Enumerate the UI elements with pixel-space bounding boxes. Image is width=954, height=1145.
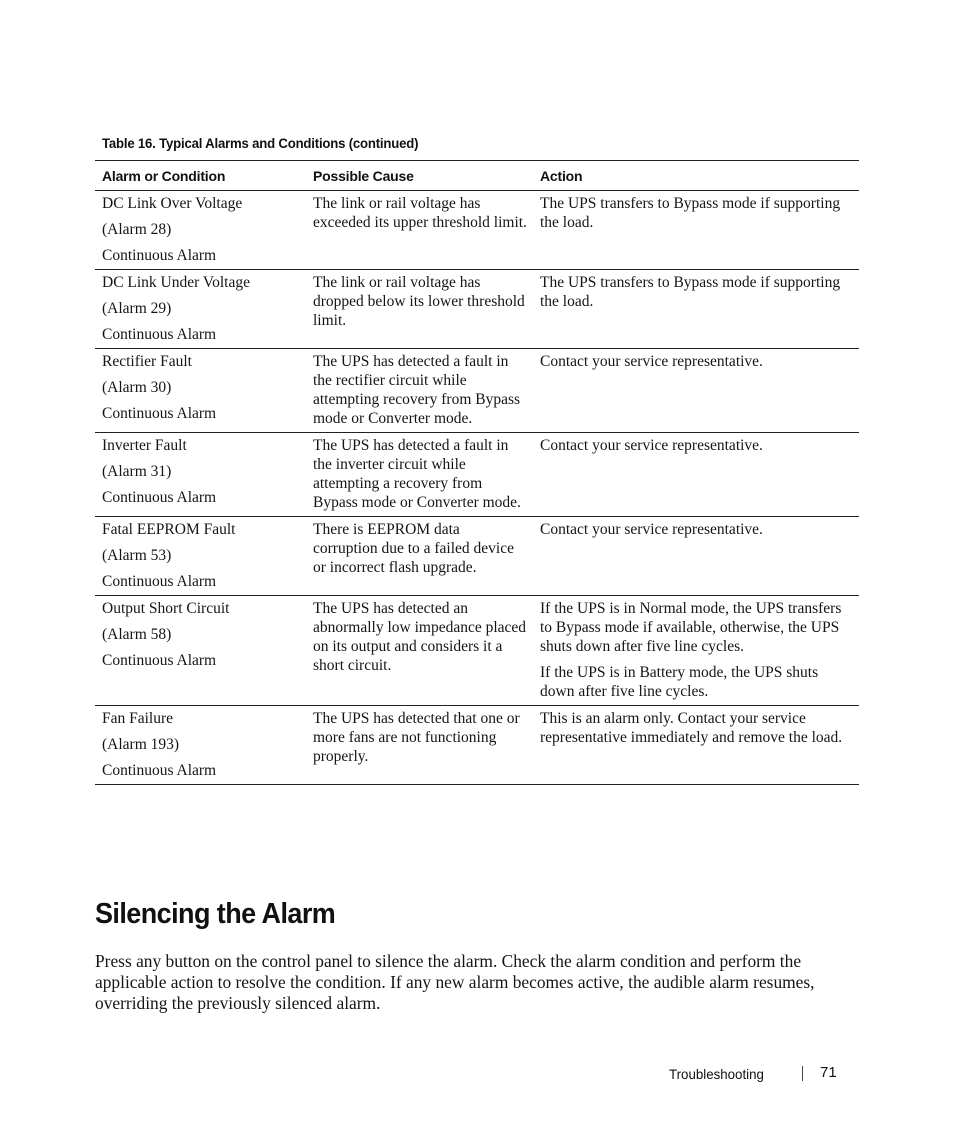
condition-line: Continuous Alarm xyxy=(102,762,217,779)
action-paragraph: The UPS transfers to Bypass mode if supporting the load. xyxy=(540,274,841,310)
cell-cause: The UPS has detected that one or more fans are not functioning properly. xyxy=(313,710,520,765)
table-row xyxy=(95,517,859,596)
action-paragraph: This is an alarm only. Contact your service representative immediately and remove the load. xyxy=(540,710,843,746)
condition-line: Continuous Alarm xyxy=(102,573,217,590)
condition-line: Continuous Alarm xyxy=(102,489,217,506)
condition-line: Output Short Circuit xyxy=(102,600,230,617)
table-row xyxy=(95,191,859,270)
condition-line: Continuous Alarm xyxy=(102,326,217,343)
cell-action xyxy=(533,517,859,596)
cell-condition xyxy=(95,517,306,596)
action-paragraph: The UPS transfers to Bypass mode if supporting the load. xyxy=(540,195,841,231)
condition-line: Inverter Fault xyxy=(102,437,187,454)
cell-condition xyxy=(95,433,306,517)
condition-line: (Alarm 53) xyxy=(102,547,172,564)
condition-line: Fatal EEPROM Fault xyxy=(102,521,236,538)
cell-condition xyxy=(95,706,306,785)
cell-condition xyxy=(95,349,306,433)
column-header-action: Action xyxy=(540,167,583,184)
cell-action xyxy=(533,706,859,785)
cell-condition xyxy=(95,191,306,270)
cell-action xyxy=(533,433,859,517)
section-title: Silencing the Alarm xyxy=(95,898,336,930)
table-body xyxy=(95,191,859,785)
condition-line: DC Link Over Voltage xyxy=(102,195,243,212)
condition-line: DC Link Under Voltage xyxy=(102,274,250,291)
cell-cause: The link or rail voltage has exceeded its upper threshold limit. xyxy=(313,195,527,231)
cell-cause: The UPS has detected an abnormally low impedance placed on its output and considers it a short circuit. xyxy=(313,600,527,674)
cell-cause: The UPS has detected a fault in the inverter circuit while attempting a recovery from Bypass mode or Converter mode. xyxy=(313,437,521,511)
condition-line: Continuous Alarm xyxy=(102,247,217,264)
condition-line: Fan Failure xyxy=(102,710,174,727)
cell-action xyxy=(533,349,859,433)
condition-line: Continuous Alarm xyxy=(102,652,217,669)
section-body: Press any button on the control panel to silence the alarm. Check the alarm condition and perform the applicable action to resolve the condition. If any new alarm becomes active, the audible alarm resumes, overriding the previously silenced alarm. xyxy=(95,951,815,1013)
condition-line: (Alarm 29) xyxy=(102,300,172,317)
table-row xyxy=(95,270,859,349)
footer-section-name: Troubleshooting xyxy=(669,1066,764,1082)
page-number: 71 xyxy=(820,1064,837,1081)
cell-action xyxy=(533,596,859,706)
cell-action xyxy=(533,270,859,349)
condition-line: (Alarm 28) xyxy=(102,221,172,238)
cell-cause: The UPS has detected a fault in the rectifier circuit while attempting recovery from Bypass mode or Converter mode. xyxy=(313,353,521,427)
table-row xyxy=(95,706,859,785)
footer-divider xyxy=(802,1066,803,1081)
cell-condition xyxy=(95,270,306,349)
cell-action xyxy=(533,191,859,270)
cell-condition xyxy=(95,596,306,706)
action-paragraph: Contact your service representative. xyxy=(540,521,763,538)
action-paragraph: Contact your service representative. xyxy=(540,353,763,370)
table-row xyxy=(95,596,859,706)
condition-line: (Alarm 31) xyxy=(102,463,172,480)
table-caption: Table 16. Typical Alarms and Conditions (continued) xyxy=(102,135,419,151)
condition-line: Rectifier Fault xyxy=(102,353,192,370)
cell-cause: There is EEPROM data corruption due to a failed device or incorrect flash upgrade. xyxy=(313,521,514,576)
column-header-cause: Possible Cause xyxy=(313,167,414,184)
condition-line: (Alarm 193) xyxy=(102,736,180,753)
alarms-table xyxy=(95,160,859,785)
table-row xyxy=(95,349,859,433)
action-paragraph: If the UPS is in Battery mode, the UPS shuts down after five line cycles. xyxy=(540,664,819,700)
action-paragraph: If the UPS is in Normal mode, the UPS transfers to Bypass mode if available, otherwise, the UPS shuts down after five line cycles. xyxy=(540,600,842,655)
table-row xyxy=(95,433,859,517)
cell-cause: The link or rail voltage has dropped below its lower threshold limit. xyxy=(313,274,525,329)
condition-line: (Alarm 58) xyxy=(102,626,172,643)
action-paragraph: Contact your service representative. xyxy=(540,437,763,454)
condition-line: (Alarm 30) xyxy=(102,379,172,396)
condition-line: Continuous Alarm xyxy=(102,405,217,422)
column-header-condition: Alarm or Condition xyxy=(102,167,226,184)
table-header-row xyxy=(95,161,859,191)
